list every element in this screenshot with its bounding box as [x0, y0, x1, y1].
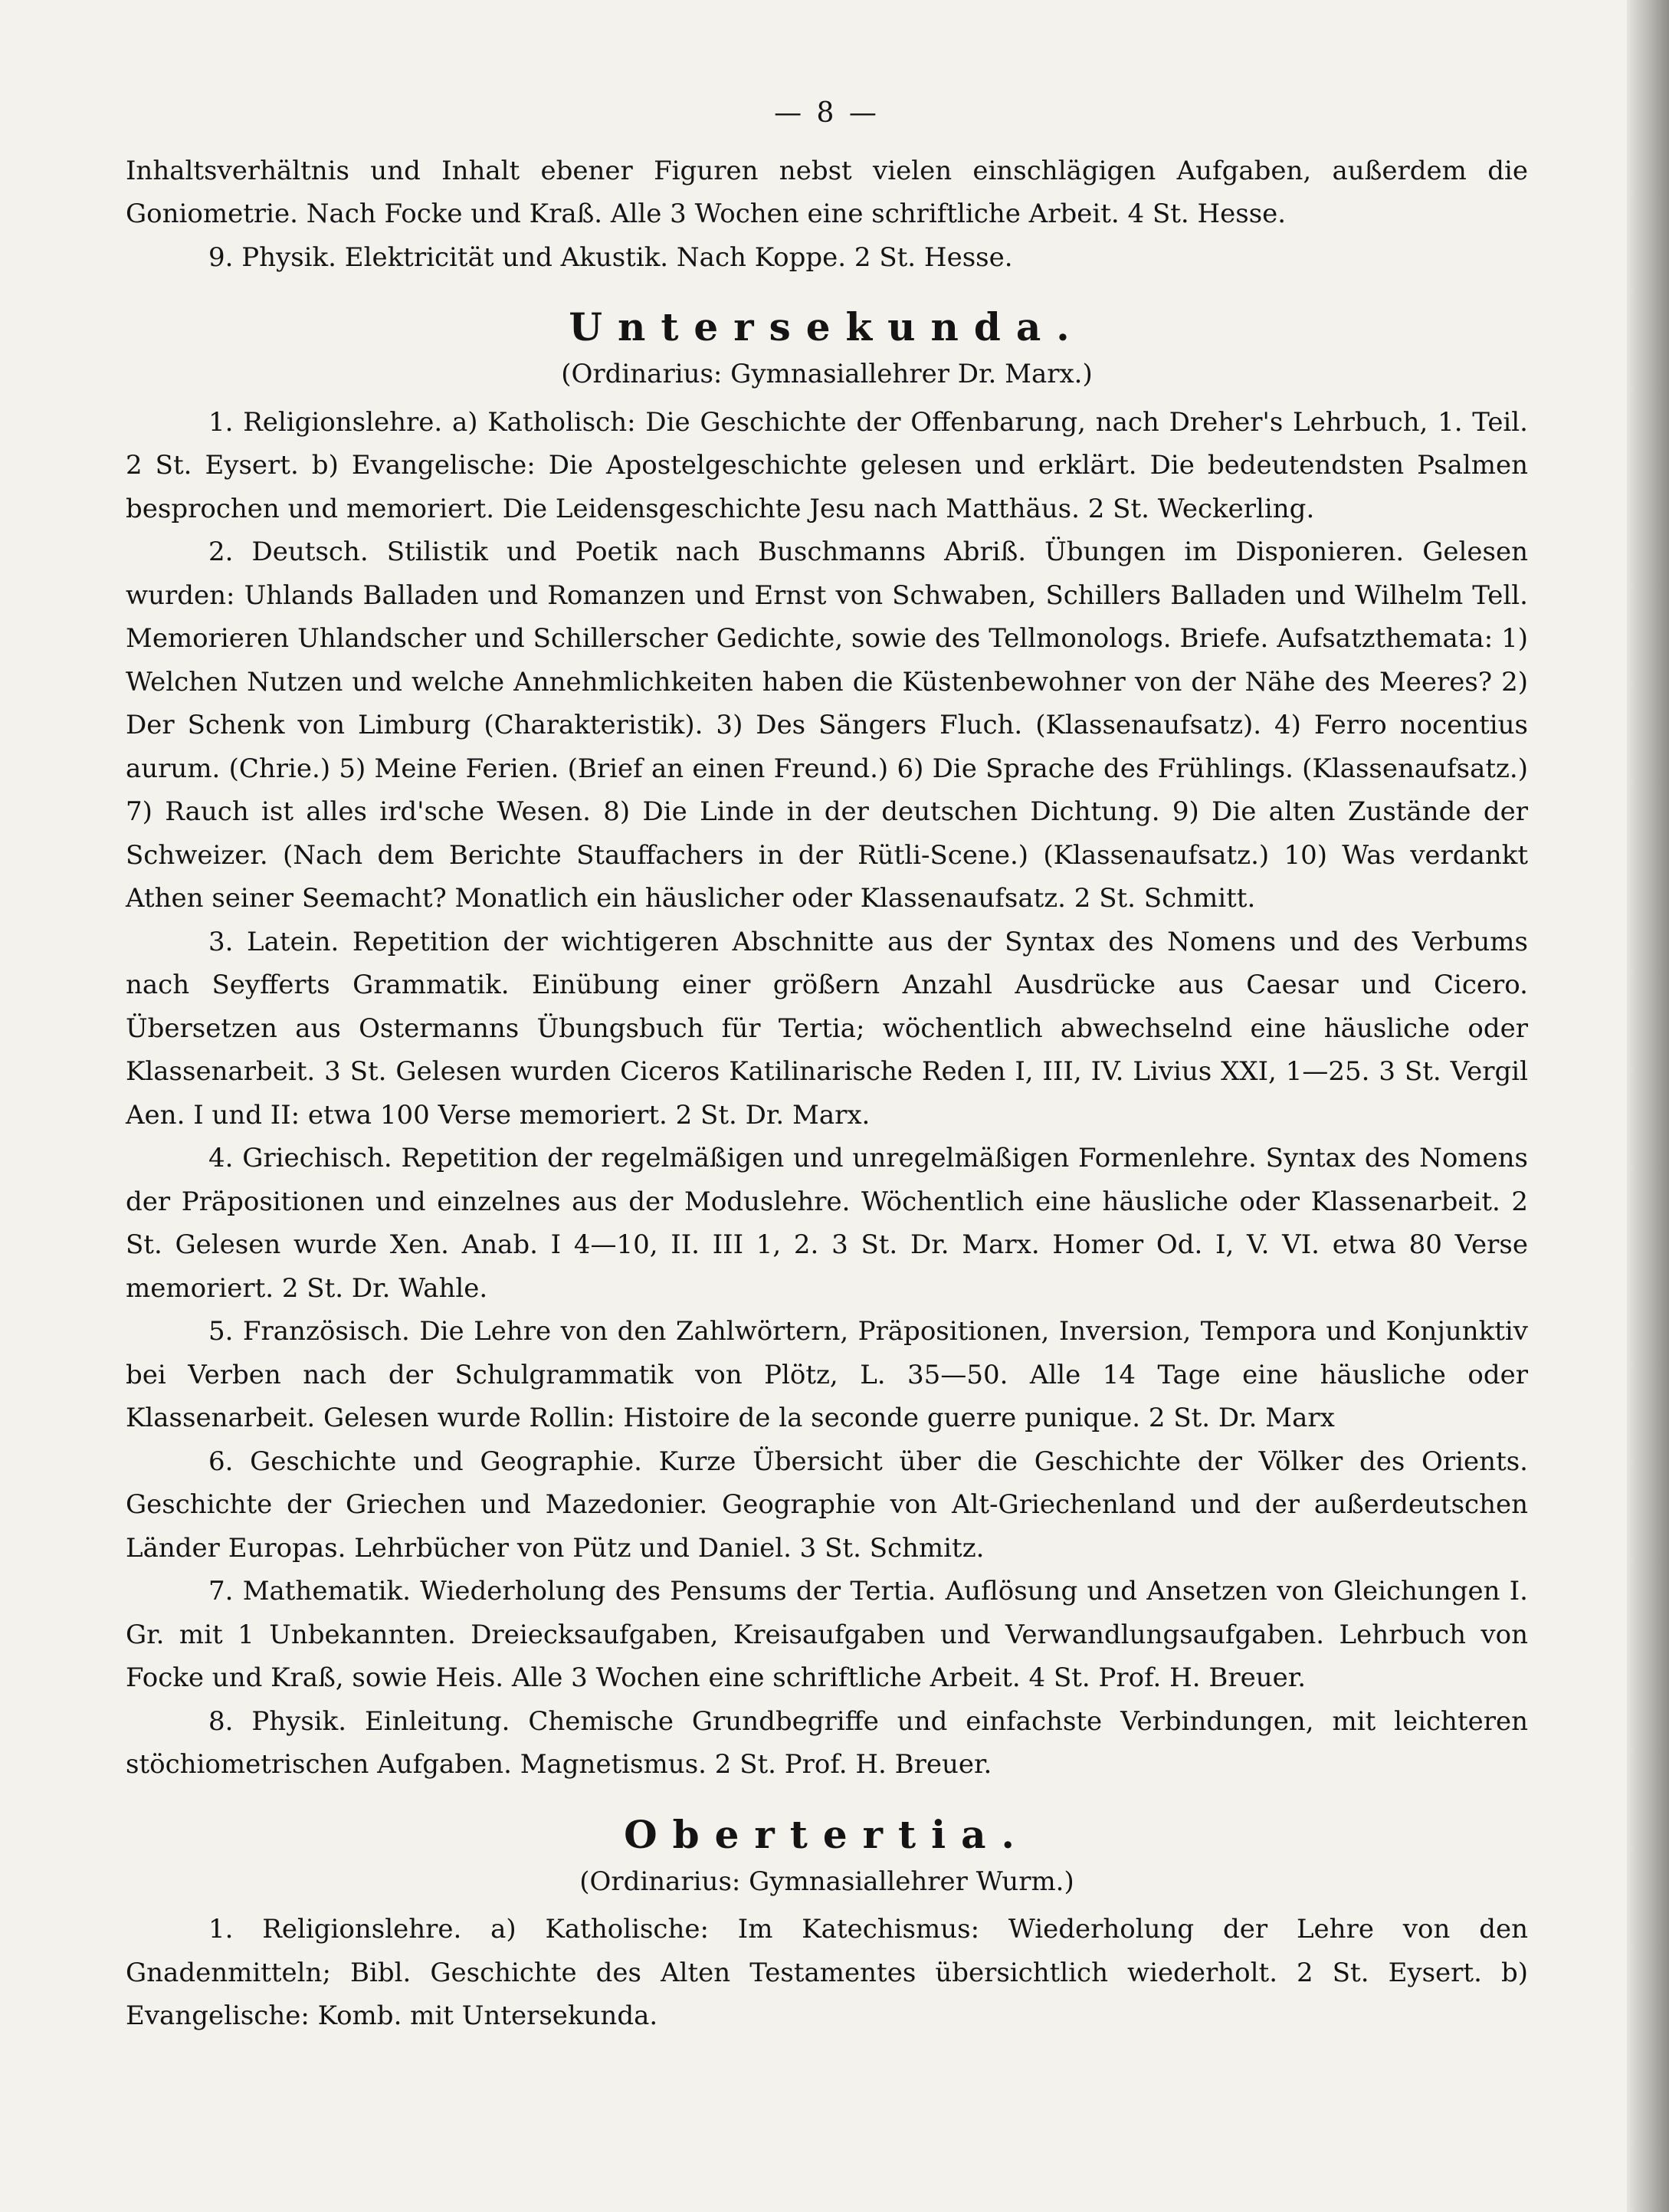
intro-paragraph: Inhaltsverhältnis und Inhalt ebener Figuren nebst vielen einschlägigen Aufgaben, außerdem die Goniometrie. Nach Focke und Kraß. Alle 3 Wochen eine schriftliche Arbeit. 4 St. Hesse. [126, 155, 1528, 229]
item-deutsch: 2. Deutsch. Stilistik und Poetik nach Buschmanns Abriß. Übungen im Disponieren. Gelesen wurden: Uhlands Balladen und Romanzen und Ernst von Schwaben, Schillers Balladen und Wilhelm Tell. Memorieren Uhlandscher und Schillerscher Gedichte, sowie des Tellmonologs. Briefe. Aufsatzthemata: 1) Welchen Nutzen und welche Annehmlichkeiten haben die Küstenbewohner von der Nähe des Meeres? 2) Der Schenk von Limburg (Charakteristik). 3) Des Sängers Fluch. (Klassenaufsatz). 4) Ferro nocentius aurum. (Chrie.) 5) Meine Ferien. (Brief an einen Freund.) 6) Die Sprache des Frühlings. (Klassenaufsatz.) 7) Rauch ist alles ird'sche Wesen. 8) Die Linde in der deutschen Dichtung. 9) Die alten Zustände der Schweizer. (Nach dem Berichte Stauffachers in der Rütli-Scene.) (Klassenaufsatz.) 10) Was verdankt Athen seiner Seemacht? Monatlich ein häuslicher oder Klassenaufsatz. 2 St. Schmitt. [126, 537, 1528, 914]
page-number: — 8 — [774, 97, 880, 129]
page-edge-shadow [1627, 0, 1669, 2212]
ordinarius-obertertia: (Ordinarius: Gymnasiallehrer Wurm.) [579, 1866, 1074, 1897]
item-obertertia-religionslehre: 1. Religionslehre. a) Katholische: Im Katechismus: Wiederholung der Lehre von den Gnadenmitteln; Bibl. Geschichte des Alten Testamentes übersichtlich wiederholt. 2 St. Eysert. b) Evangelische: Komb. mit Untersekunda. [126, 1914, 1528, 2031]
section-heading-untersekunda: Untersekunda. [569, 304, 1085, 350]
section-heading-obertertia: Obertertia. [624, 1811, 1030, 1857]
page-content [126, 92, 1528, 2038]
intro-physik: 9. Physik. Elektricität und Akustik. Nach Koppe. 2 St. Hesse. [208, 241, 1013, 273]
item-franzoesisch: 5. Französisch. Die Lehre von den Zahlwörtern, Präpositionen, Inversion, Tempora und Konjunktiv bei Verben nach der Schulgrammatik von Plötz, L. 35—50. Alle 14 Tage eine häusliche oder Klassenarbeit. Gelesen wurde Rollin: Histoire de la seconde guerre punique. 2 St. Dr. Marx [126, 1316, 1528, 1433]
item-latein: 3. Latein. Repetition der wichtigeren Abschnitte aus der Syntax des Nomens und des Verbums nach Seyfferts Grammatik. Einübung einer größern Anzahl Ausdrücke aus Caesar und Cicero. Übersetzen aus Ostermanns Übungsbuch für Tertia; wöchentlich abwechselnd eine häusliche oder Klassenarbeit. 3 St. Gelesen wurden Ciceros Katilinarische Reden I, III, IV. Livius XXI, 1—25. 3 St. Vergil Aen. I und II: etwa 100 Verse memoriert. 2 St. Dr. Marx. [126, 926, 1528, 1131]
item-religionslehre: 1. Religionslehre. a) Katholisch: Die Geschichte der Offenbarung, nach Dreher's Lehrbuch, 1. Teil. 2 St. Eysert. b) Evangelische: Die Apostelgeschichte gelesen und erklärt. Die bedeutendsten Psalmen besprochen und memoriert. Die Leidensgeschichte Jesu nach Matthäus. 2 St. Weckerling. [126, 406, 1528, 524]
item-geschichte-geographie: 6. Geschichte und Geographie. Kurze Übersicht über die Geschichte der Völker des Orients. Geschichte der Griechen und Mazedonier. Geographie von Alt-Griechenland und der außerdeutschen Länder Europas. Lehrbücher von Pütz und Daniel. 3 St. Schmitz. [126, 1446, 1528, 1564]
item-griechisch: 4. Griechisch. Repetition der regelmäßigen und unregelmäßigen Formenlehre. Syntax des Nomens der Präpositionen und einzelnes aus der Moduslehre. Wöchentlich eine häusliche oder Klassenarbeit. 2 St. Gelesen wurde Xen. Anab. I 4—10, II. III 1, 2. 3 St. Dr. Marx. Homer Od. I, V. VI. etwa 80 Verse memoriert. 2 St. Dr. Wahle. [126, 1143, 1528, 1304]
ordinarius-untersekunda: (Ordinarius: Gymnasiallehrer Dr. Marx.) [561, 359, 1093, 389]
item-mathematik: 7. Mathematik. Wiederholung des Pensums der Tertia. Auflösung und Ansetzen von Gleichungen I. Gr. mit 1 Unbekannten. Dreiecksaufgaben, Kreisaufgaben und Verwandlungsaufgaben. Lehrbuch von Focke und Kraß, sowie Heis. Alle 3 Wochen eine schriftliche Arbeit. 4 St. Prof. H. Breuer. [126, 1576, 1528, 1693]
item-physik: 8. Physik. Einleitung. Chemische Grundbegriffe und einfachste Verbindungen, mit leichteren stöchiometrischen Aufgaben. Magnetismus. 2 St. Prof. H. Breuer. [126, 1705, 1528, 1780]
